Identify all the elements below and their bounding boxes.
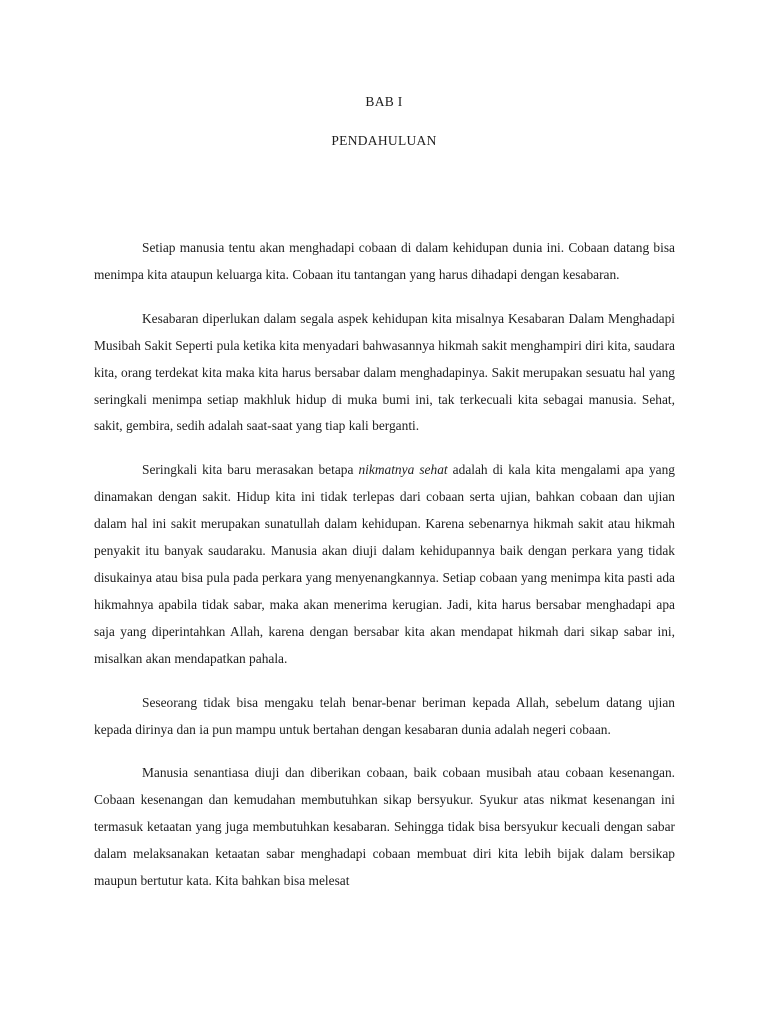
paragraph-text: Manusia senantiasa diuji dan diberikan cobaan, baik cobaan musibah atau cobaan kesenangan. Cobaan kesenangan dan kemudahan membutuhkan sikap bersyukur. Syukur atas nikmat kesenangan ini termasuk ketaatan yang juga membutuhkan kesabaran. Sehingga tidak bisa bersyukur kecuali dengan sabar dalam melaksanakan ketaatan sabar menghadapi cobaan membuat diri kita lebih bijak dalam bersikap maupun bertutur kata. Kita bahkan bisa melesat bbox=[94, 765, 675, 889]
document-body bbox=[94, 235, 675, 912]
paragraph bbox=[94, 235, 675, 289]
paragraph-text: Setiap manusia tentu akan menghadapi cobaan di dalam kehidupan dunia ini. Cobaan datang bisa menimpa kita ataupun keluarga kita. Cobaan itu tantangan yang harus dihadapi dengan kesabaran. bbox=[94, 240, 675, 282]
chapter-label: BAB I bbox=[365, 94, 403, 109]
chapter-title: PENDAHULUAN bbox=[331, 133, 437, 148]
paragraph-text: Seseorang tidak bisa mengaku telah benar-benar beriman kepada Allah, sebelum datang ujian kepada dirinya dan ia pun mampu untuk bertahan dengan kesabaran dunia adalah negeri cobaan. bbox=[94, 694, 675, 737]
paragraph-text: Seringkali kita baru merasakan betapa bbox=[142, 462, 359, 478]
paragraph bbox=[94, 306, 675, 441]
paragraph bbox=[94, 690, 675, 744]
paragraph bbox=[94, 760, 675, 895]
paragraph-text: Kesabaran diperlukan dalam segala aspek kehidupan kita misalnya Kesabaran Dalam Menghadapi Musibah Sakit Seperti pula ketika kita menyadari bahwasannya hikmah sakit menghampiri diri kita, saudara kita, orang terdekat kita maka kita harus bersabar dalam menghadapinya. Sakit merupakan sesuatu hal yang seringkali menimpa setiap makhluk hidup di muka bumi ini, tak terkecuali kita sebagai manusia. Sehat, sakit, gembira, sedih adalah saat-saat yang tiap kali berganti. bbox=[94, 310, 675, 434]
paragraph bbox=[94, 457, 675, 672]
paragraph-text: adalah di kala kita mengalami apa yang dinamakan dengan sakit. Hidup kita ini tidak terlepas dari cobaan serta ujian, bahkan cobaan dan ujian dalam hal ini sakit merupakan sunatullah dalam kehidupan. Karena sebenarnya hikmah sakit atau hikmah penyakit itu banyak saudaraku. Manusia akan diuji dalam kehidupannya baik dengan perkara yang tidak disukainya atau bisa pula pada perkara yang menyenangkannya. Setiap cobaan yang menimpa kita pasti ada hikmahnya apabila tidak sabar, maka akan menerima kerugian. Jadi, kita harus bersabar menghadapi apa saja yang diperintahkan Allah, karena dengan bersabar kita akan mendapat hikmah dari sikap sabar ini, misalkan akan mendapatkan pahala. bbox=[94, 462, 675, 666]
italic-phrase: nikmatnya sehat bbox=[358, 462, 448, 478]
